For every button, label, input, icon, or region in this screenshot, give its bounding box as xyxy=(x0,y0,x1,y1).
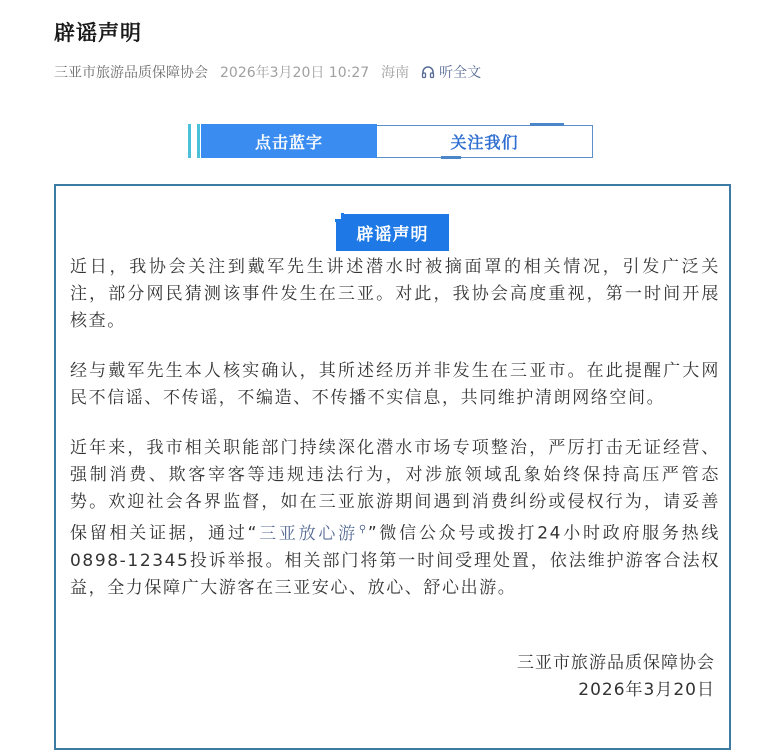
headphones-icon xyxy=(421,65,435,79)
statement-heading xyxy=(336,214,449,251)
paragraph-text: 近年来，我市相关职能部门持续深化潜水市场专项整治，严厉打击无证经营、强制消费、欺客宰客等违规违法行为，对涉旅领域乱象始终保持高压严管态势。欢迎社会各界监督，如在三亚旅游期间遇到消费纠纷或侵权行为，请妥善保留相关证据，通过“ xyxy=(70,438,720,544)
signature xyxy=(517,650,715,704)
author-link[interactable]: 三亚市旅游品质保障协会 xyxy=(54,65,208,81)
statement-box xyxy=(54,184,731,750)
banner-decor-bars xyxy=(188,124,200,158)
publish-date: 2026年3月20日 10:27 xyxy=(220,65,370,81)
search-icon: ⚲ xyxy=(358,524,368,535)
article-meta xyxy=(54,62,481,82)
follow-banner[interactable] xyxy=(188,124,595,158)
paragraph-text: ”微信公众号或拨打24小时政府服务热线0898-12345投诉举报。相关部门将第一时间受理处置，依法维护游客合法权益，全力保障广大游客在三亚安心、放心、舒心出游。 xyxy=(70,523,720,598)
signature-date: 2026年3月20日 xyxy=(578,680,715,700)
statement-heading-text: 辟谣声明 xyxy=(356,225,429,245)
sanya-trust-travel-link[interactable] xyxy=(258,524,368,544)
click-blue-text-button[interactable]: 点击蓝字 xyxy=(201,124,377,158)
follow-us-button[interactable]: 关注我们 xyxy=(377,125,593,158)
link-text: 三亚放心游 xyxy=(258,523,358,544)
banner-accent-line xyxy=(441,156,461,159)
statement-paragraph: 经与戴军先生本人核实确认，其所述经历并非发生在三亚市。在此提醒广大网民不信谣、不传谣，不编造、不传播不实信息，共同维护清朗网络空间。 xyxy=(70,361,720,408)
signature-org: 三亚市旅游品质保障协会 xyxy=(517,653,715,673)
heading-corner-decor xyxy=(335,213,344,222)
listen-label: 听全文 xyxy=(439,65,482,81)
article-title: 辟谣声明 xyxy=(54,21,142,45)
statement-paragraph: 近日，我协会关注到戴军先生讲述潜水时被摘面罩的相关情况，引发广泛关注，部分网民猜测该事件发生在三亚。对此，我协会高度重视，第一时间开展核查。 xyxy=(70,257,720,331)
publish-location: 海南 xyxy=(381,65,410,81)
statement-paragraph xyxy=(70,435,720,602)
banner-accent-line xyxy=(530,123,564,126)
listen-button[interactable] xyxy=(421,62,481,82)
